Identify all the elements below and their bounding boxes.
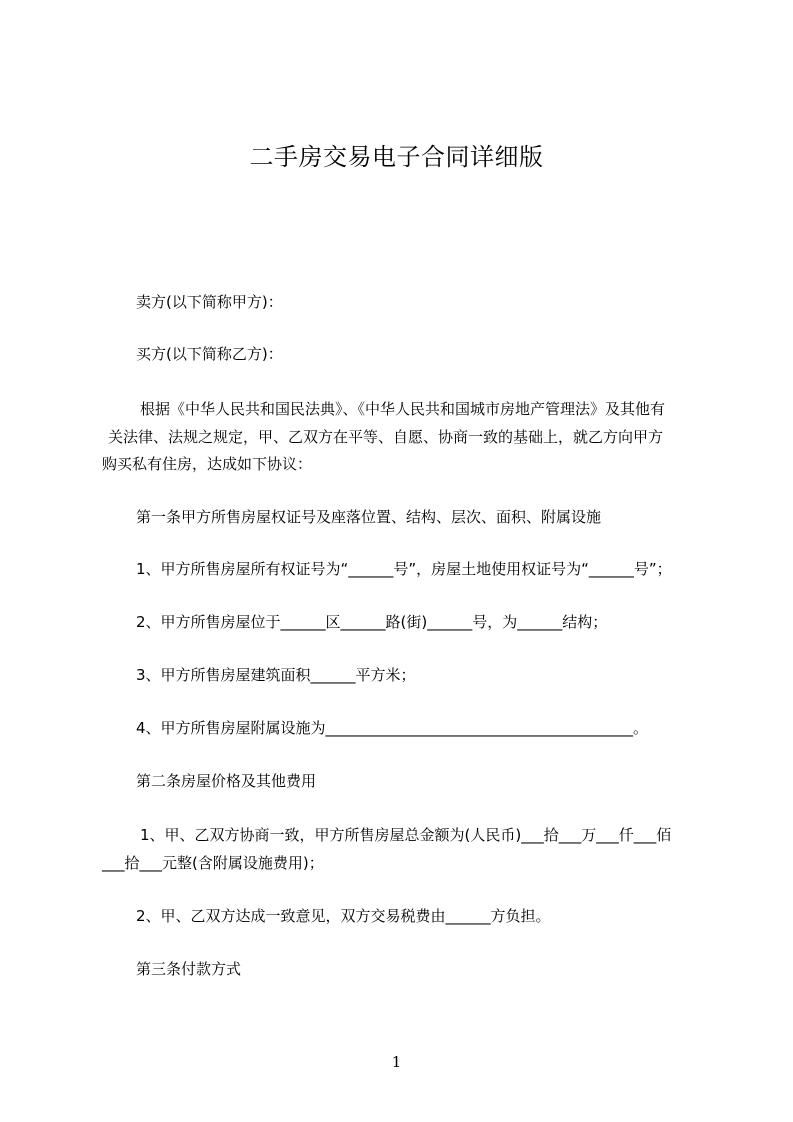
article-1-item-4: 4、甲方所售房屋附属设施为_________________________________________。 xyxy=(136,719,649,737)
article-1-item-3: 3、甲方所售房屋建筑面积______平方米； xyxy=(136,666,416,684)
article-3-heading: 第三条付款方式 xyxy=(136,960,242,978)
article-2-item-1-line-1: 1、甲、乙双方协商一致，甲方所售房屋总金额为(人民币)___拾___万___仟___佰 xyxy=(140,826,672,844)
preamble-line-2: 关法律、法规之规定，甲、乙双方在平等、自愿、协商一致的基础上，就乙方向甲方 xyxy=(108,428,664,446)
document-title: 二手房交易电子合同详细版 xyxy=(249,143,544,171)
article-1-item-2: 2、甲方所售房屋位于______区______路(街)______号，为______结构； xyxy=(136,613,608,631)
buyer-line: 买方(以下简称乙方)： xyxy=(136,345,283,363)
article-1-item-1: 1、甲方所售房屋所有权证号为“______号”，房屋土地使用权证号为“______号”； xyxy=(136,560,672,578)
page-number: 1 xyxy=(391,1053,402,1071)
preamble-line-3: 购买私有住房，达成如下协议： xyxy=(102,455,313,473)
preamble-line-1: 根据《中华人民共和国民法典》、《中华人民共和国城市房地产管理法》及其他有 xyxy=(140,400,666,418)
article-2-heading: 第二条房屋价格及其他费用 xyxy=(136,772,317,790)
article-2-item-2: 2、甲、乙双方达成一致意见，双方交易税费由______方负担。 xyxy=(136,907,551,925)
article-1-heading: 第一条甲方所售房屋权证号及座落位置、结构、层次、面积、附属设施 xyxy=(136,508,602,526)
article-2-item-1-line-2: ___拾___元整(含附属设施费用)； xyxy=(102,854,324,872)
seller-line: 卖方(以下简称甲方)： xyxy=(136,293,283,311)
